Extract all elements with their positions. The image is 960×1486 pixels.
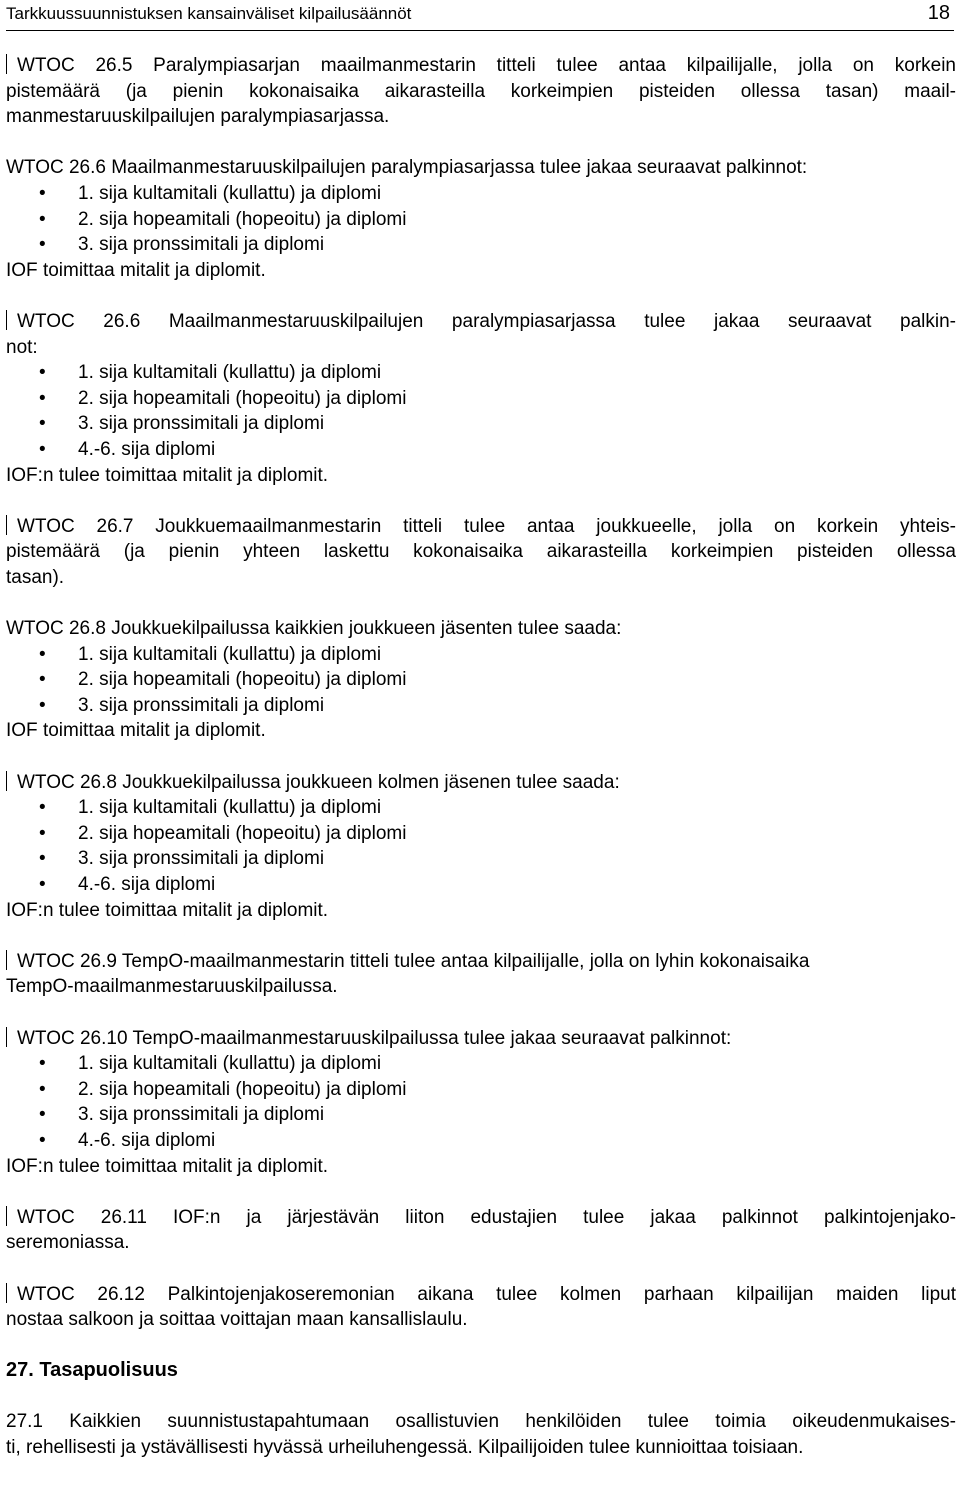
text-line: not:	[6, 336, 38, 358]
list-item: • 3. sija pronssimitali ja diplomi	[6, 232, 956, 258]
text-line: tasan).	[6, 566, 65, 588]
text-line: pistemäärä (ja pienin kokonaisaika aikarasteilla korkeimpien pisteiden ollessa tasan) maail-	[6, 80, 956, 102]
list-item: • 2. sija hopeamitali (hopeoitu) ja diplomi	[6, 386, 956, 412]
text-line: WTOC 26.11 IOF:n ja järjestävän liiton edustajien tulee jakaa palkinnot palkintojenjako-	[6, 1205, 956, 1231]
list-item: • 1. sija kultamitali (kullattu) ja diplomi	[6, 795, 956, 821]
paragraph-wtoc-26-10	[6, 1026, 956, 1180]
paragraph-wtoc-26-12	[6, 1282, 956, 1333]
text-line: IOF toimittaa mitalit ja diplomit.	[6, 259, 266, 281]
text-line: manmestaruuskilpailujen paralympiasarjassa.	[6, 106, 390, 128]
list-item: • 4.-6. sija diplomi	[6, 1128, 956, 1154]
list-item: • 3. sija pronssimitali ja diplomi	[6, 411, 956, 437]
text-line: WTOC 26.7 Joukkuemaailmanmestarin titteli tulee antaa joukkueelle, jolla on korkein yhteis-	[6, 514, 956, 540]
list-item: • 3. sija pronssimitali ja diplomi	[6, 1102, 956, 1128]
paragraph-wtoc-26-7	[6, 514, 956, 591]
text-line: WTOC 26.12 Palkintojenjakoseremonian aikana tulee kolmen parhaan kilpailijan maiden liput	[6, 1282, 956, 1308]
section-heading: 27. Tasapuolisuus	[6, 1359, 178, 1382]
paragraph-wtoc-26-11	[6, 1205, 956, 1256]
text-line: WTOC 26.9 TempO-maailmanmestarin titteli tulee antaa kilpailijalle, jolla on lyhin kokonaisaika	[6, 949, 956, 975]
text-line: WTOC 26.8 Joukkuekilpailussa joukkueen kolmen jäsenen tulee saada:	[6, 770, 956, 796]
text-line: ti, rehellisesti ja ystävällisesti hyvässä urheiluhengessä. Kilpailijoiden tulee kunnioittaa toisiaan.	[6, 1437, 804, 1459]
text-line: IOF:n tulee toimittaa mitalit ja diplomit.	[6, 464, 329, 486]
text-line: seremoniassa.	[6, 1232, 130, 1254]
list-item: • 2. sija hopeamitali (hopeoitu) ja diplomi	[6, 207, 956, 233]
change-bar	[6, 54, 7, 74]
text-line: nostaa salkoon ja soittaa voittajan maan kansallislaulu.	[6, 1309, 468, 1331]
change-bar	[6, 310, 7, 330]
page-content	[6, 53, 956, 1486]
list-item: • 3. sija pronssimitali ja diplomi	[6, 846, 956, 872]
paragraph-wtoc-26-5	[6, 53, 956, 130]
paragraph-wtoc-26-6-old	[6, 155, 956, 283]
list-item: • 2. sija hopeamitali (hopeoitu) ja diplomi	[6, 667, 956, 693]
text-line: IOF toimittaa mitalit ja diplomit.	[6, 720, 266, 742]
text-line: WTOC 26.8 Joukkuekilpailussa kaikkien joukkueen jäsenten tulee saada:	[6, 618, 622, 640]
change-bar	[6, 950, 7, 970]
list-item: • 1. sija kultamitali (kullattu) ja diplomi	[6, 642, 956, 668]
change-bar	[6, 771, 7, 791]
paragraph-wtoc-26-8	[6, 770, 956, 924]
paragraph-wtoc-26-6	[6, 309, 956, 488]
text-line: IOF:n tulee toimittaa mitalit ja diplomit.	[6, 1155, 329, 1177]
list-item: • 4.-6. sija diplomi	[6, 872, 956, 898]
change-bar	[6, 1206, 7, 1226]
text-line: IOF:n tulee toimittaa mitalit ja diplomit.	[6, 899, 329, 921]
page-header	[6, 0, 954, 31]
text-line: 27.1 Kaikkien suunnistustapahtumaan osallistuvien henkilöiden tulee toimia oikeudenmukaises-	[6, 1411, 956, 1433]
text-line: TempO-maailmanmestaruuskilpailussa.	[6, 976, 338, 998]
list-item: • 2. sija hopeamitali (hopeoitu) ja diplomi	[6, 1077, 956, 1103]
text-line: pistemäärä (ja pienin yhteen laskettu kokonaisaika aikarasteilla korkeimpien pisteiden ollessa	[6, 541, 956, 563]
text-line: WTOC 26.6 Maailmanmestaruuskilpailujen paralympiasarjassa tulee jakaa seuraavat palkinnot:	[6, 157, 808, 179]
page-number: 18	[927, 2, 950, 24]
text-line: WTOC 26.10 TempO-maailmanmestaruuskilpailussa tulee jakaa seuraavat palkinnot:	[6, 1026, 956, 1052]
change-bar	[6, 1283, 7, 1303]
list-item: • 2. sija hopeamitali (hopeoitu) ja diplomi	[6, 821, 956, 847]
list-item: • 1. sija kultamitali (kullattu) ja diplomi	[6, 360, 956, 386]
text-line: WTOC 26.6 Maailmanmestaruuskilpailujen paralympiasarjassa tulee jakaa seuraavat palkin-	[6, 309, 956, 335]
list-item: • 4.-6. sija diplomi	[6, 437, 956, 463]
list-item: • 3. sija pronssimitali ja diplomi	[6, 693, 956, 719]
paragraph-wtoc-26-9	[6, 949, 956, 1000]
list-item: • 1. sija kultamitali (kullattu) ja diplomi	[6, 1051, 956, 1077]
document-title: Tarkkuussuunnistuksen kansainväliset kilpailusäännöt	[6, 4, 412, 23]
change-bar	[6, 1027, 7, 1047]
paragraph-27-1	[6, 1409, 956, 1460]
text-line: WTOC 26.5 Paralympiasarjan maailmanmestarin titteli tulee antaa kilpailijalle, jolla on korkein	[6, 53, 956, 79]
paragraph-wtoc-26-8-old	[6, 616, 956, 744]
change-bar	[6, 515, 7, 535]
list-item: • 1. sija kultamitali (kullattu) ja diplomi	[6, 181, 956, 207]
